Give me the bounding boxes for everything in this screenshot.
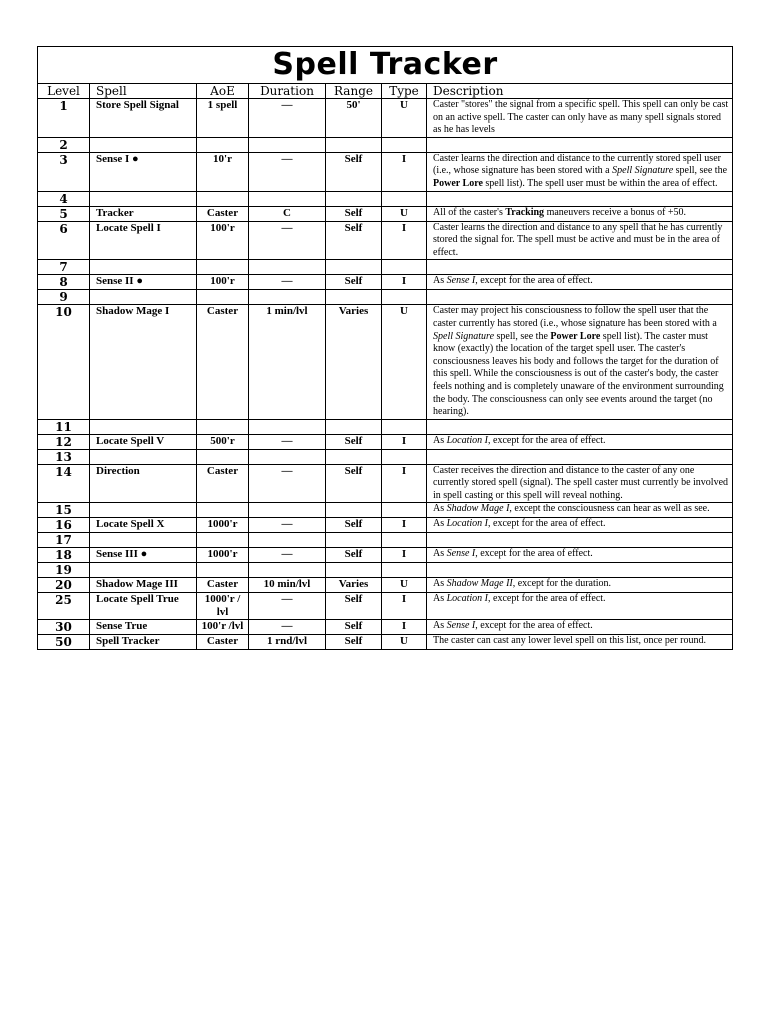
spell-level: 30: [38, 619, 90, 634]
spell-aoe: [197, 533, 249, 548]
spell-name: Spell Tracker: [90, 634, 197, 649]
spell-name: [90, 419, 197, 434]
description-text: As: [433, 503, 447, 515]
spell-name: [90, 191, 197, 206]
column-header-spell: Spell: [90, 84, 197, 99]
description-bold-text: Power Lore: [433, 177, 483, 189]
spell-type: I: [382, 434, 427, 449]
spell-name: Direction: [90, 464, 197, 503]
spell-aoe: [197, 260, 249, 275]
description-text: , except for the area of effect.: [475, 275, 593, 287]
spell-type: I: [382, 593, 427, 619]
spell-aoe: Caster: [197, 305, 249, 419]
spell-aoe: [197, 191, 249, 206]
spell-description: [427, 518, 733, 533]
spell-aoe: [197, 419, 249, 434]
spell-level: 10: [38, 305, 90, 419]
table-row: [38, 99, 733, 138]
spell-type: [382, 503, 427, 518]
spell-aoe: [197, 449, 249, 464]
column-header-range: Range: [326, 84, 382, 99]
spell-range: Varies: [326, 305, 382, 419]
spell-description: [427, 464, 733, 503]
table-row: [38, 563, 733, 578]
description-text: As: [433, 434, 447, 446]
spell-level: 18: [38, 548, 90, 563]
spell-name: Locate Spell V: [90, 434, 197, 449]
table-row: [38, 449, 733, 464]
spell-range: [326, 191, 382, 206]
spell-rows: [38, 99, 733, 650]
spell-level: 19: [38, 563, 90, 578]
spell-level: 25: [38, 593, 90, 619]
spell-name: Sense I ●: [90, 152, 197, 191]
table-row: [38, 191, 733, 206]
description-text: spell, see the: [673, 165, 728, 177]
column-header-duration: Duration: [249, 84, 326, 99]
spell-type: [382, 260, 427, 275]
spell-name: Tracker: [90, 206, 197, 221]
spell-level: 5: [38, 206, 90, 221]
table-row: [38, 578, 733, 593]
spell-range: 50': [326, 99, 382, 138]
description-text: As: [433, 518, 447, 530]
spell-type: I: [382, 518, 427, 533]
description-italic-text: Location I: [446, 593, 489, 605]
spell-aoe: 1000'r: [197, 548, 249, 563]
spell-duration: —: [249, 548, 326, 563]
spell-aoe: 1 spell: [197, 99, 249, 138]
description-text: , except the consciousness can hear as well as see.: [509, 503, 710, 515]
description-italic-text: Sense I: [446, 619, 476, 631]
description-bold-text: Tracking: [505, 206, 545, 218]
column-header-description: Description: [427, 84, 733, 99]
spell-duration: [249, 533, 326, 548]
table-row: [38, 206, 733, 221]
spell-range: Self: [326, 221, 382, 260]
spell-description: [427, 99, 733, 138]
spell-name: Store Spell Signal: [90, 99, 197, 138]
spell-description: [427, 634, 733, 649]
description-italic-text: Shadow Mage II: [446, 578, 513, 590]
table-row: [38, 548, 733, 563]
spell-range: Self: [326, 152, 382, 191]
description-bold-text: Power Lore: [550, 330, 601, 342]
spell-aoe: 1000'r / lvl: [197, 593, 249, 619]
spell-name: Sense III ●: [90, 548, 197, 563]
description-text: Caster may project his consciousness to follow the spell user that the caster currently has stored (i.e., whose signature has been stored with a: [433, 305, 717, 329]
spell-level: 16: [38, 518, 90, 533]
spell-range: Varies: [326, 578, 382, 593]
spell-name: [90, 449, 197, 464]
spell-duration: [249, 563, 326, 578]
table-row: [38, 275, 733, 290]
table-row: [38, 260, 733, 275]
description-italic-text: Sense I: [446, 548, 476, 560]
spell-description: [427, 305, 733, 419]
spell-level: 4: [38, 191, 90, 206]
spell-type: [382, 191, 427, 206]
column-header-aoe: AoE: [197, 84, 249, 99]
spell-description: [427, 578, 733, 593]
spell-range: Self: [326, 548, 382, 563]
spell-aoe: 1000'r: [197, 518, 249, 533]
spell-name: [90, 290, 197, 305]
spell-type: I: [382, 275, 427, 290]
spell-description: [427, 221, 733, 260]
description-text: All of the caster's: [433, 206, 506, 218]
spell-type: [382, 419, 427, 434]
spell-duration: —: [249, 275, 326, 290]
table-row: [38, 137, 733, 152]
spell-range: Self: [326, 518, 382, 533]
spell-range: [326, 533, 382, 548]
table-row: [38, 593, 733, 619]
spell-duration: —: [249, 152, 326, 191]
spell-type: [382, 449, 427, 464]
spell-duration: —: [249, 221, 326, 260]
description-text: maneuvers receive a bonus of +50.: [544, 206, 687, 218]
table-row: [38, 518, 733, 533]
spell-table: [37, 46, 733, 650]
table-row: [38, 503, 733, 518]
spell-range: [326, 419, 382, 434]
spell-range: [326, 449, 382, 464]
spell-type: I: [382, 464, 427, 503]
spell-name: [90, 260, 197, 275]
spell-description: [427, 206, 733, 221]
spell-duration: 1 min/lvl: [249, 305, 326, 419]
table-row: [38, 152, 733, 191]
table-row: [38, 221, 733, 260]
table-row: [38, 419, 733, 434]
description-text: spell, see the: [494, 330, 551, 342]
spell-duration: 10 min/lvl: [249, 578, 326, 593]
spell-type: U: [382, 305, 427, 419]
spell-duration: C: [249, 206, 326, 221]
spell-description: [427, 275, 733, 290]
spell-level: 6: [38, 221, 90, 260]
description-text: , except for the area of effect.: [488, 593, 606, 605]
spell-range: Self: [326, 275, 382, 290]
table-row: [38, 634, 733, 649]
spell-name: [90, 137, 197, 152]
spell-type: I: [382, 221, 427, 260]
spell-description: [427, 533, 733, 548]
spell-type: [382, 137, 427, 152]
spell-type: [382, 533, 427, 548]
spell-type: U: [382, 634, 427, 649]
description-text: Caster learns the direction and distance to the currently stored spell user (i.e., whose signature has been stored with a: [433, 152, 721, 177]
spell-level: 13: [38, 449, 90, 464]
spell-description: [427, 191, 733, 206]
spell-range: Self: [326, 593, 382, 619]
description-text: The caster can cast any lower level spell on this list, once per round.: [433, 634, 706, 646]
spell-range: [326, 137, 382, 152]
spell-duration: [249, 503, 326, 518]
spell-aoe: 500'r: [197, 434, 249, 449]
spell-type: I: [382, 548, 427, 563]
spell-description: [427, 137, 733, 152]
spell-duration: [249, 137, 326, 152]
spell-description: [427, 449, 733, 464]
spell-duration: [249, 260, 326, 275]
spell-range: Self: [326, 634, 382, 649]
spell-type: [382, 290, 427, 305]
table-row: [38, 434, 733, 449]
spell-description: [427, 260, 733, 275]
description-italic-text: Location I: [446, 518, 489, 530]
spell-level: 8: [38, 275, 90, 290]
spell-description: [427, 593, 733, 619]
spell-level: 17: [38, 533, 90, 548]
spell-description: [427, 503, 733, 518]
spell-duration: —: [249, 619, 326, 634]
table-row: [38, 619, 733, 634]
page-title: Spell Tracker: [38, 47, 733, 84]
spell-level: 7: [38, 260, 90, 275]
spell-aoe: 10'r: [197, 152, 249, 191]
description-text: Caster learns the direction and distance to any spell that he has currently stored the signal for. The spell must be active and must be in the area of effect.: [433, 221, 723, 258]
description-text: As: [433, 619, 447, 631]
spell-description: [427, 419, 733, 434]
description-text: As: [433, 593, 447, 605]
spell-duration: —: [249, 593, 326, 619]
spell-description: [427, 619, 733, 634]
spell-aoe: [197, 503, 249, 518]
spell-level: 9: [38, 290, 90, 305]
spell-duration: [249, 290, 326, 305]
spell-level: 20: [38, 578, 90, 593]
description-text: , except for the area of effect.: [488, 518, 606, 530]
description-text: As: [433, 548, 447, 560]
spell-description: [427, 548, 733, 563]
description-text: , except for the area of effect.: [475, 548, 593, 560]
column-header-level: Level: [38, 84, 90, 99]
spell-aoe: Caster: [197, 578, 249, 593]
spell-range: Self: [326, 619, 382, 634]
spell-type: [382, 563, 427, 578]
spell-aoe: [197, 137, 249, 152]
spell-level: 15: [38, 503, 90, 518]
description-text: Caster receives the direction and distance to the caster of any one currently stored spell (signal). The spell caster must currently be involved in spell casting or this spell will reveal nothing.: [433, 464, 729, 501]
spell-name: Shadow Mage III: [90, 578, 197, 593]
spell-duration: —: [249, 464, 326, 503]
spell-aoe: Caster: [197, 464, 249, 503]
spell-type: U: [382, 99, 427, 138]
spell-aoe: 100'r /lvl: [197, 619, 249, 634]
spell-duration: [249, 419, 326, 434]
spell-level: 3: [38, 152, 90, 191]
description-italic-text: Spell Signature: [612, 165, 674, 177]
spell-aoe: 100'r: [197, 221, 249, 260]
spell-aoe: Caster: [197, 634, 249, 649]
spell-name: [90, 503, 197, 518]
spell-range: [326, 503, 382, 518]
description-text: As: [433, 578, 447, 590]
spell-name: Sense True: [90, 619, 197, 634]
spell-aoe: 100'r: [197, 275, 249, 290]
spell-duration: —: [249, 99, 326, 138]
spell-range: [326, 290, 382, 305]
spell-range: Self: [326, 434, 382, 449]
description-italic-text: Shadow Mage I: [446, 503, 510, 515]
spell-aoe: [197, 290, 249, 305]
spell-duration: —: [249, 518, 326, 533]
spell-name: Locate Spell I: [90, 221, 197, 260]
spell-level: 2: [38, 137, 90, 152]
spell-level: 11: [38, 419, 90, 434]
description-italic-text: Location I: [446, 434, 489, 446]
spell-name: Shadow Mage I: [90, 305, 197, 419]
description-italic-text: Spell Signature: [433, 330, 495, 342]
column-header-row: [38, 84, 733, 99]
spell-name: Locate Spell True: [90, 593, 197, 619]
spell-description: [427, 290, 733, 305]
column-header-type: Type: [382, 84, 427, 99]
description-text: spell list). The spell user must be within the area of effect.: [482, 177, 718, 189]
spell-duration: [249, 449, 326, 464]
spell-duration: [249, 191, 326, 206]
spell-level: 12: [38, 434, 90, 449]
spell-description: [427, 563, 733, 578]
spell-duration: 1 rnd/lvl: [249, 634, 326, 649]
spell-name: Locate Spell X: [90, 518, 197, 533]
spell-description: [427, 434, 733, 449]
spell-range: Self: [326, 206, 382, 221]
spell-type: I: [382, 619, 427, 634]
spell-type: I: [382, 152, 427, 191]
table-row: [38, 533, 733, 548]
spell-name: Sense II ●: [90, 275, 197, 290]
description-text: , except for the area of effect.: [488, 434, 606, 446]
description-text: As: [433, 275, 447, 287]
spell-tracker-sheet: [37, 46, 732, 650]
description-text: , except for the area of effect.: [475, 619, 593, 631]
table-row: [38, 305, 733, 419]
spell-level: 1: [38, 99, 90, 138]
spell-range: [326, 563, 382, 578]
spell-aoe: [197, 563, 249, 578]
table-row: [38, 464, 733, 503]
description-italic-text: Sense I: [446, 275, 476, 287]
spell-range: Self: [326, 464, 382, 503]
spell-description: [427, 152, 733, 191]
description-text: , except for the duration.: [512, 578, 612, 590]
spell-name: [90, 533, 197, 548]
description-text: spell list). The caster must know (exactly) the location of the target spell user. The caster's consciousness leaves his body and follows the target for the duration of this spell. While the consciousness is out of the caster's body, the caster feels nothing and is completely unaware of the environment surrounding the body. The consciousness can only see events around the target (no hearing).: [433, 330, 724, 418]
table-row: [38, 290, 733, 305]
spell-level: 50: [38, 634, 90, 649]
spell-level: 14: [38, 464, 90, 503]
spell-aoe: Caster: [197, 206, 249, 221]
spell-duration: —: [249, 434, 326, 449]
spell-type: U: [382, 206, 427, 221]
spell-range: [326, 260, 382, 275]
spell-name: [90, 563, 197, 578]
spell-type: U: [382, 578, 427, 593]
description-text: Caster "stores" the signal from a specific spell. This spell can only be cast on an active spell. The caster can only have as many spell signals stored as he has levels: [433, 99, 729, 136]
